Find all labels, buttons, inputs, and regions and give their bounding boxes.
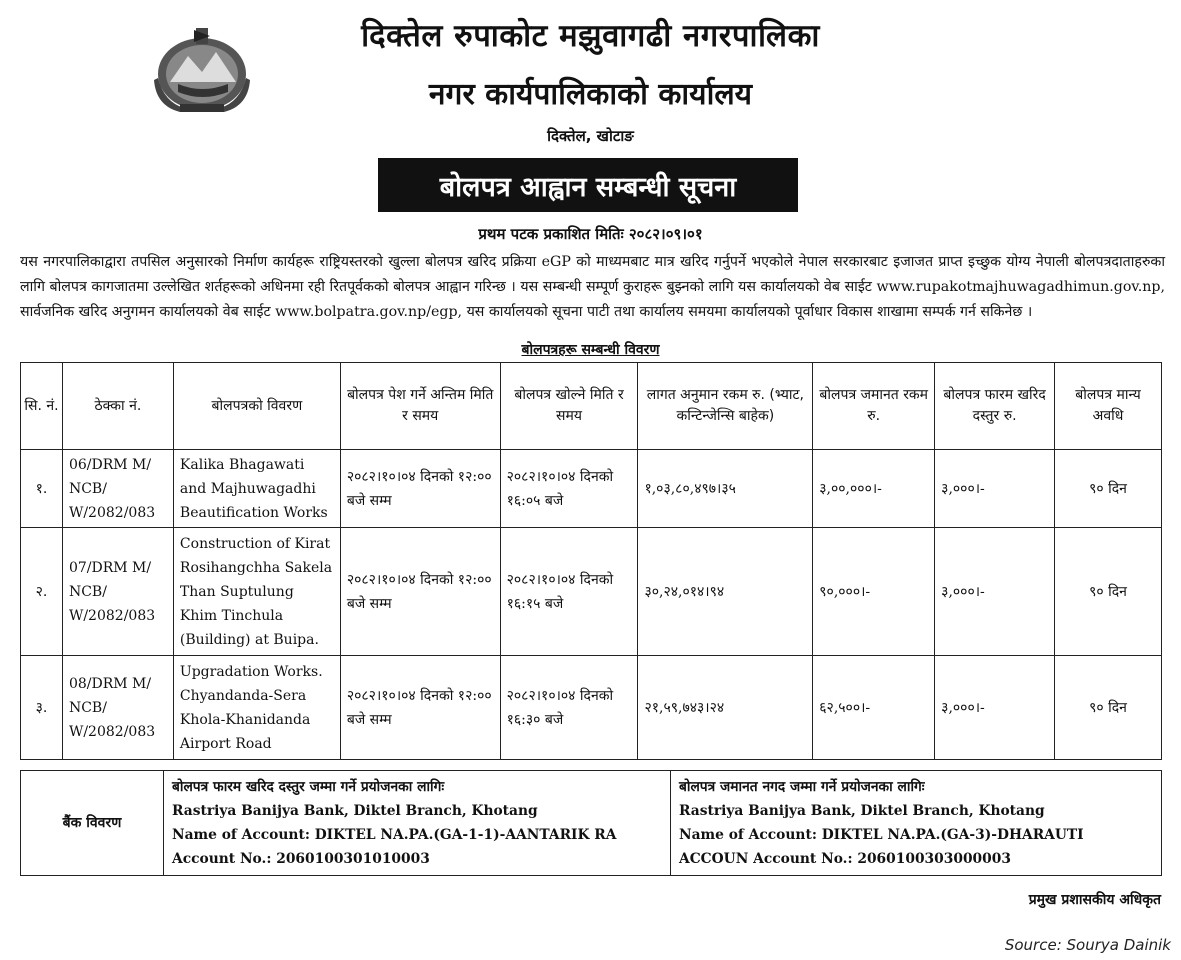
bank-form-fee-account <box>164 771 671 876</box>
cell-sn: ३. <box>21 656 63 760</box>
cell-submission: २०८२।१०।०४ दिनको १२:०० बजे सम्म <box>340 656 500 760</box>
bank-left-name: Rastriya Banijya Bank, Diktel Branch, Khotang <box>172 803 538 819</box>
cell-estimate: ३०,२४,०१४।९४ <box>638 528 813 656</box>
header-form-fee: बोलपत्र फारम खरिद दस्तुर रु. <box>935 363 1055 450</box>
cell-opening: २०८२।१०।०४ दिनको १६:३० बजे <box>500 656 638 760</box>
notice-title-banner: बोलपत्र आह्वान सम्बन्धी सूचना <box>378 158 798 212</box>
header-contract-no: ठेक्का नं. <box>62 363 173 450</box>
office-name: नगर कार्यपालिकाको कार्यालय <box>428 77 753 112</box>
bank-details-table <box>20 770 1162 876</box>
table-row <box>21 528 1162 656</box>
bank-right-name: Rastriya Banijya Bank, Diktel Branch, Khotang <box>679 803 1045 819</box>
table-row <box>21 656 1162 760</box>
header-description: बोलपत्रको विवरण <box>173 363 340 450</box>
bank-left-account-name: Name of Account: DIKTEL NA.PA.(GA-1-1)-AANTARIK RA <box>172 827 617 843</box>
nepal-government-emblem <box>150 22 254 114</box>
header-validity: बोलपत्र मान्य अवधि <box>1055 363 1162 450</box>
bank-left-heading: बोलपत्र फारम खरिद दस्तुर जम्मा गर्ने प्रयोजनका लागिः <box>172 779 445 795</box>
cell-opening: २०८२।१०।०४ दिनको १६:१५ बजे <box>500 528 638 656</box>
cell-security: ९०,०००।- <box>813 528 935 656</box>
cell-fee: ३,०००।- <box>935 450 1055 528</box>
cell-security: ६२,५००।- <box>813 656 935 760</box>
municipality-name: दिक्तेल रुपाकोट मझुवागढी नगरपालिका <box>361 18 820 54</box>
cell-opening: २०८२।१०।०४ दिनको १६:०५ बजे <box>500 450 638 528</box>
table-header-row <box>21 363 1162 450</box>
header-cost-estimate: लागत अनुमान रकम रु. (भ्याट, कन्टिन्जेन्सि बाहेक) <box>638 363 813 450</box>
header-opening-date: बोलपत्र खोल्ने मिति र समय <box>500 363 638 450</box>
cell-validity: ९० दिन <box>1055 528 1162 656</box>
bank-left-account-no: Account No.: 2060100301010003 <box>172 851 430 867</box>
cell-submission: २०८२।१०।०४ दिनको १२:०० बजे सम्म <box>340 450 500 528</box>
published-date: प्रथम पटक प्रकाशित मितिः २०८२।०९।०१ <box>478 225 703 243</box>
bank-right-account-no: ACCOUN Account No.: 2060100303000003 <box>679 851 1011 867</box>
cell-submission: २०८२।१०।०४ दिनको १२:०० बजे सम्म <box>340 528 500 656</box>
cell-fee: ३,०००।- <box>935 528 1055 656</box>
bid-details-table <box>20 362 1162 760</box>
cell-validity: ९० दिन <box>1055 450 1162 528</box>
cell-contract-no: 06/DRM M/ NCB/ W/2082/083 <box>62 450 173 528</box>
cell-validity: ९० दिन <box>1055 656 1162 760</box>
cell-security: ३,००,०००।- <box>813 450 935 528</box>
cell-sn: २. <box>21 528 63 656</box>
source-credit: Source: Sourya Dainik <box>1004 936 1171 954</box>
cell-description: Kalika Bhagawati and Majhuwagadhi Beautification Works <box>173 450 340 528</box>
header-sn: सि. नं. <box>21 363 63 450</box>
table-caption-text: बोलपत्रहरू सम्बन्धी विवरण <box>521 342 660 358</box>
table-row <box>21 450 1162 528</box>
header-bid-security: बोलपत्र जमानत रकम रु. <box>813 363 935 450</box>
table-caption <box>0 340 1181 359</box>
bank-right-heading: बोलपत्र जमानत नगद जम्मा गर्ने प्रयोजनका लागिः <box>679 779 925 795</box>
intro-paragraph: यस नगरपालिकाद्वारा तपसिल अनुसारको निर्माण कार्यहरू राष्ट्रियस्तरको खुल्ला बोलपत्र खरिद प्रक्रिया eGP को माध्यमबाट मात्र खरिद गर्नुपर्ने भएकोले नेपाल सरकारबाट इजाजत प्राप्त इच्छुक योग्य नेपाली बोलपत्रदाताहरुका लागि बोलपत्र कागजातमा उल्लेखित शर्तहरूको अधिनमा रही रितपूर्वकको बोलपत्र आह्वान गरिन्छ । यस सम्बन्धी सम्पूर्ण कुराहरू बुझ्नको लागि यस कार्यालयको वेब साईट www.rupakotmajhuwagadhimun.gov.np, सार्वजनिक खरिद अनुगमन कार्यालयको वेब साईट www.bolpatra.gov.np/egp, यस कार्यालयको सूचना पाटी तथा कार्यालय समयमा कार्यालयको पूर्वाधार विकास शाखामा सम्पर्क गर्न सकिनेछ । <box>20 254 1165 320</box>
cell-sn: १. <box>21 450 63 528</box>
signatory-title: प्रमुख प्रशासकीय अधिकृत <box>1028 892 1161 908</box>
cell-estimate: १,०३,८०,४९७।३५ <box>638 450 813 528</box>
cell-fee: ३,०००।- <box>935 656 1055 760</box>
cell-description: Construction of Kirat Rosihangchha Sakela Than Suptulung Khim Tinchula (Building) at Buipa. <box>173 528 340 656</box>
bank-details-label: बैंक विवरण <box>21 771 164 876</box>
header-submission-deadline: बोलपत्र पेश गर्ने अन्तिम मिति र समय <box>340 363 500 450</box>
office-location: दिक्तेल, खोटाङ <box>547 127 634 145</box>
cell-description: Upgradation Works. Chyandanda-Sera Khola-Khanidanda Airport Road <box>173 656 340 760</box>
cell-contract-no: 07/DRM M/ NCB/ W/2082/083 <box>62 528 173 656</box>
bank-right-account-name: Name of Account: DIKTEL NA.PA.(GA-3)-DHARAUTI <box>679 827 1084 843</box>
bank-security-account <box>671 771 1162 876</box>
cell-estimate: २१,५९,७४३।२४ <box>638 656 813 760</box>
cell-contract-no: 08/DRM M/ NCB/ W/2082/083 <box>62 656 173 760</box>
